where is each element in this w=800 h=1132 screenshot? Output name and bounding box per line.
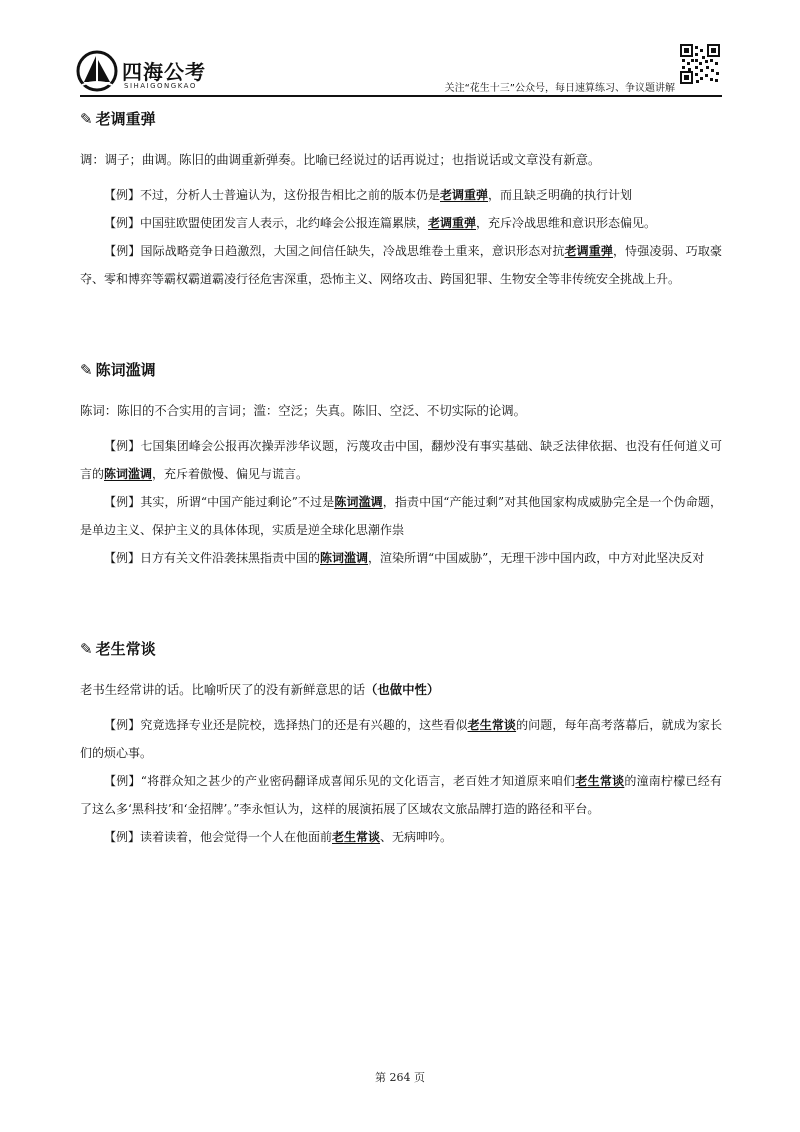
pencil-icon: ✎ xyxy=(80,361,93,379)
keyword: 陈词滥调 xyxy=(334,495,383,509)
keyword: 老调重弹 xyxy=(440,188,489,202)
example-sentence: 【例】国际战略竞争日趋激烈，大国之间信任缺失，冷战思维卷土重来，意识形态对抗老调重弹，恃强凌弱、巧取豪夺、零和博弈等霸权霸道霸凌行径危害深重，恐怖主义、网络攻击、跨国犯罪、生物安全等非传统安全挑战上升。 xyxy=(80,244,722,286)
header-slogan: 关注“花生十三”公众号，每日速算练习、争议题讲解 xyxy=(444,83,675,94)
brand-subtitle: SIHAIGONGKAO xyxy=(124,82,197,90)
brand-name: 四海公考 xyxy=(122,60,206,84)
definition: 老书生经常讲的话。比喻听厌了的没有新鲜意思的话（也做中性） xyxy=(80,682,440,697)
example-sentence: 【例】究竟选择专业还是院校，选择热门的还是有兴趣的，这些看似老生常谈的问题，每年高考落幕后，就成为家长们的烦心事。 xyxy=(80,718,722,760)
keyword: 老调重弹 xyxy=(428,216,477,230)
header-rule xyxy=(80,95,722,97)
idiom-section xyxy=(80,634,722,851)
section-title: ✎ 老生常谈 xyxy=(80,634,722,664)
section-title: ✎ 陈词滥调 xyxy=(80,355,722,385)
example-sentence: 【例】中国驻欧盟使团发言人表示，北约峰会公报连篇累牍，老调重弹，充斥冷战思维和意识形态偏见。 xyxy=(104,216,657,230)
sailboat-logo-icon xyxy=(76,50,118,92)
idiom-section xyxy=(80,104,722,293)
page-number: 第 264 页 xyxy=(375,1071,425,1084)
keyword: 陈词滥调 xyxy=(104,467,153,481)
pencil-icon: ✎ xyxy=(80,640,93,658)
page-header xyxy=(0,0,800,100)
qr-code-icon xyxy=(680,44,720,84)
definition: 调：调子；曲调。陈旧的曲调重新弹奏。比喻已经说过的话再说过；也指说话或文章没有新意。 xyxy=(80,152,601,167)
example-sentence: 【例】七国集团峰会公报再次操弄涉华议题，污蔑攻击中国，翻炒没有事实基础、缺乏法律依据、也没有任何道义可言的陈词滥调，充斥着傲慢、偏见与谎言。 xyxy=(80,439,722,481)
example-sentence: 【例】日方有关文件沿袭抹黑指责中国的陈词滥调，渲染所谓“中国威胁”，无理干涉中国内政，中方对此坚决反对 xyxy=(104,551,705,565)
keyword: 陈词滥调 xyxy=(320,551,369,565)
keyword: 老调重弹 xyxy=(564,244,614,258)
example-sentence: 【例】读着读着，他会觉得一个人在他面前老生常谈、无病呻吟。 xyxy=(104,830,453,844)
pencil-icon: ✎ xyxy=(80,110,93,128)
example-sentence: 【例】其实，所谓“中国产能过剩论”不过是陈词滥调，指责中国“产能过剩”对其他国家构成威胁完全是一个伪命题，是单边主义、保护主义的具体体现，实质是逆全球化思潮作祟 xyxy=(80,495,722,537)
section-title: ✎ 老调重弹 xyxy=(80,104,722,134)
keyword: 老生常谈 xyxy=(467,718,517,732)
example-sentence: 【例】不过，分析人士普遍认为，这份报告相比之前的版本仍是老调重弹，而且缺乏明确的执行计划 xyxy=(104,188,633,202)
keyword: 老生常谈 xyxy=(575,774,625,788)
page-content xyxy=(80,104,722,851)
definition: 陈词：陈旧的不合实用的言词；滥：空泛；失真。陈旧、空泛、不切实际的论调。 xyxy=(80,403,527,418)
idiom-section xyxy=(80,355,722,572)
example-sentence: 【例】“将群众知之甚少的产业密码翻译成喜闻乐见的文化语言，老百姓才知道原来咱们老生常谈的潼南柠檬已经有了这么多‘黑科技’和‘金招牌’。”李永恒认为，这样的展演拓展了区域农文旅品牌打造的路径和平台。 xyxy=(80,774,722,816)
keyword: 老生常谈 xyxy=(332,830,381,844)
definition-note: （也做中性） xyxy=(364,682,440,697)
